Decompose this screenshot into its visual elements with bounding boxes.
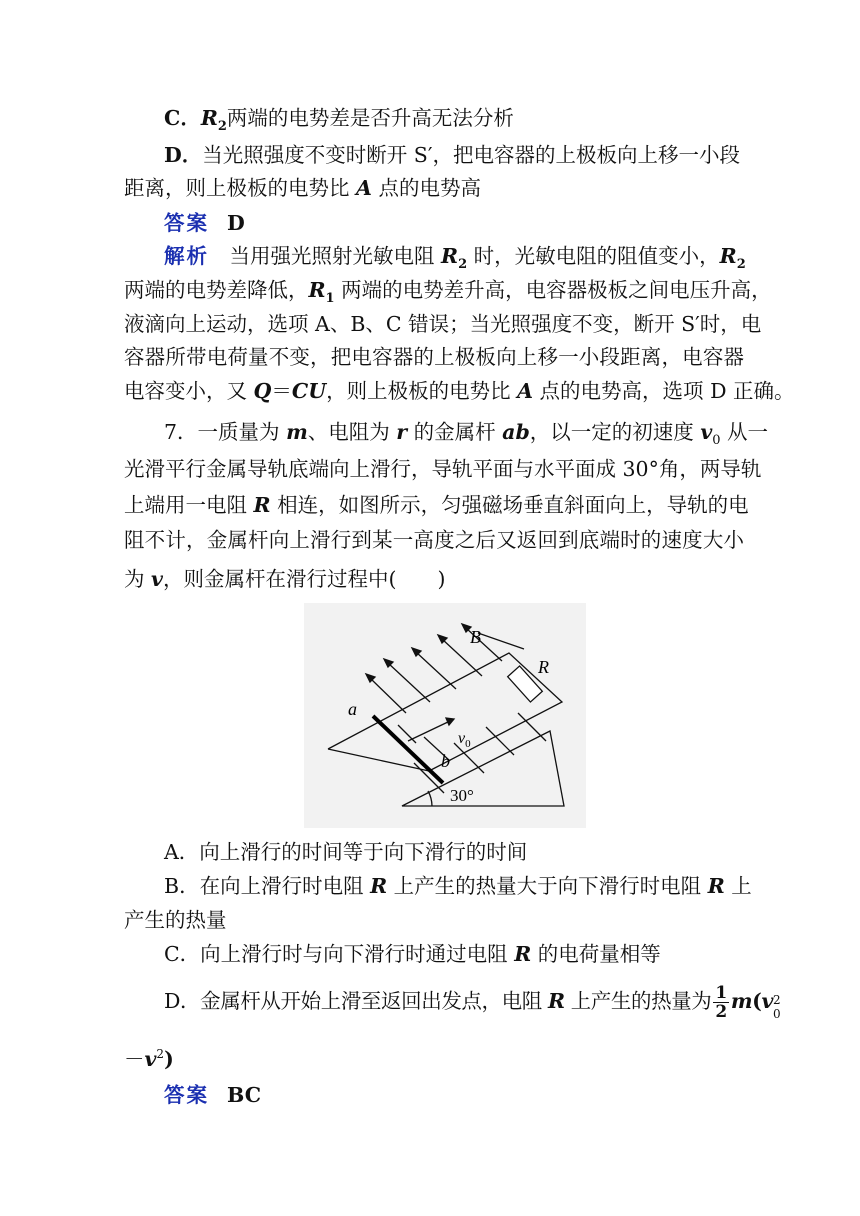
fraction-one-half: $\frac{1}{2}$ — [715, 983, 727, 1022]
label-b-field: B — [470, 627, 481, 647]
option-b-line-2: 产生的热量 — [124, 908, 227, 932]
question-7-line-5: 为 v，则金属杆在滑行过程中( ) — [124, 567, 446, 591]
question-7-line-3: 上端用一电阻 R 相连，如图所示，匀强磁场垂直斜面向上，导轨的电 — [124, 493, 749, 517]
label-b: b — [441, 751, 450, 771]
label-v: $v_0$ — [458, 730, 471, 750]
explanation-line-3: 液滴向上运动，选项 A、B、C 错误；当光照强度不变，断开 S′时，电 — [124, 312, 762, 336]
answer-2: 答案 BC — [164, 1083, 262, 1107]
option-d-prev-cont: 距离，则上极板的电势比 A 点的电势高 — [124, 176, 481, 200]
option-d-line-1: D．金属杆从开始上滑至返回出发点，电阻 R 上产生的热量为 $\frac{1}{2}$ m(v 2 0 — [164, 983, 781, 1022]
explanation-line-1: 解析 当用强光照射光敏电阻 $R_2$ 时，光敏电阻的阻值变小，$R_2$ — [164, 244, 746, 273]
explanation-line-2: 两端的电势差降低，$R_1$ 两端的电势差升高，电容器极板之间电压升高， — [124, 278, 772, 307]
label-angle: 30° — [450, 786, 474, 805]
option-d-prev: D．当光照强度不变时断开 S′，把电容器的上极板向上移一小段 — [164, 143, 740, 167]
option-b-line-1: B．在向上滑行时电阻 R 上产生的热量大于向下滑行时电阻 R 上 — [164, 874, 752, 898]
option-d-line-2: $-v^2$) — [124, 1046, 174, 1071]
explanation-line-4: 容器所带电荷量不变，把电容器的上极板向上移一小段距离，电容器 — [124, 345, 744, 369]
explanation-line-5: 电容变小，又 Q＝CU，则上极板的电势比 A 点的电势高，选项 D 正确。 — [124, 379, 795, 403]
option-c-prev: C．$R_2$两端的电势差是否升高无法分析 — [164, 106, 514, 135]
answer-1: 答案 D — [164, 211, 245, 235]
question-7-line-2: 光滑平行金属导轨底端向上滑行，导轨平面与水平面成 30°角，两导轨 — [124, 457, 762, 481]
option-c: C．向上滑行时与向下滑行时通过电阻 R 的电荷量相等 — [164, 942, 661, 966]
question-7-line-4: 阻不计，金属杆向上滑行到某一高度之后又返回到底端时的速度大小 — [124, 528, 744, 552]
incline-rail-figure — [304, 603, 586, 828]
option-a: A．向上滑行的时间等于向下滑行的时间 — [164, 840, 528, 864]
question-7-line-1: 7．一质量为 m、电阻为 r 的金属杆 ab，以一定的初速度 $v_0$ 从一 — [164, 420, 769, 449]
label-a: a — [348, 699, 357, 719]
label-resistor: R — [538, 657, 549, 677]
